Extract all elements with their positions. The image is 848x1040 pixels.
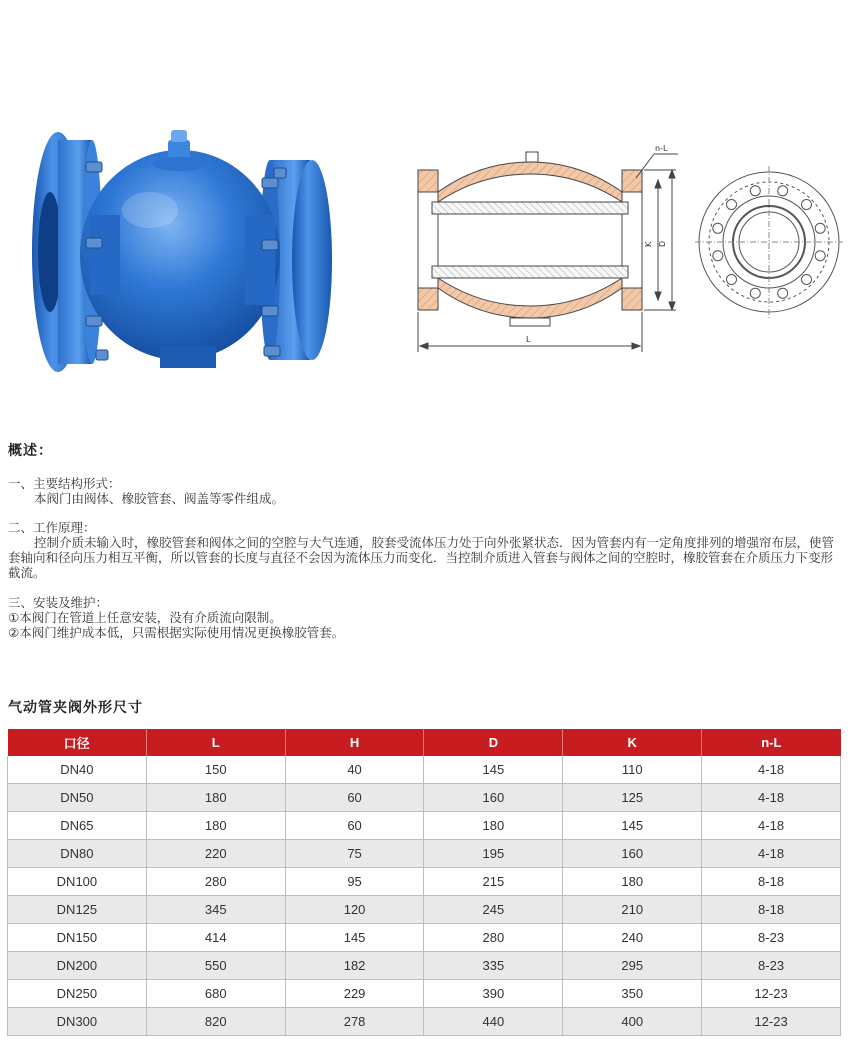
bolt-hole	[778, 288, 788, 298]
table-row	[8, 980, 841, 1008]
table-cell: 160	[424, 784, 563, 812]
install-item-2: ②本阀门维护成本低，只需根据实际使用情况更换橡胶管套。	[8, 625, 345, 640]
table-cell: 145	[285, 924, 424, 952]
table-row	[8, 868, 841, 896]
overview-title: 概述：	[8, 443, 53, 459]
table-cell: 350	[563, 980, 702, 1008]
bolt-hole	[713, 251, 723, 261]
table-cell: 414	[146, 924, 285, 952]
table-cell: 12-23	[702, 980, 841, 1008]
drawing-label-l: L	[526, 335, 531, 344]
table-cell: 215	[424, 868, 563, 896]
table-cell: DN50	[8, 784, 147, 812]
column-header: L	[146, 729, 285, 756]
table-cell: 229	[285, 980, 424, 1008]
table-cell: 550	[146, 952, 285, 980]
table-cell: DN40	[8, 756, 147, 784]
bolt-hole	[802, 200, 812, 210]
install-title: 三、安装及维护：	[8, 595, 109, 610]
table-cell: 145	[563, 812, 702, 840]
drawing-label-nl: n-L	[655, 144, 668, 153]
table-cell: 195	[424, 840, 563, 868]
bolt-hole	[750, 186, 760, 196]
table-cell: 110	[563, 756, 702, 784]
table-cell: 75	[285, 840, 424, 868]
drawing-label-k: K	[644, 241, 653, 247]
table-cell: 240	[563, 924, 702, 952]
table-cell: 4-18	[702, 840, 841, 868]
table-cell: DN150	[8, 924, 147, 952]
column-header: D	[424, 729, 563, 756]
principle-title: 二、工作原理：	[8, 520, 96, 535]
table-row	[8, 756, 841, 784]
table-cell: DN80	[8, 840, 147, 868]
column-header: n-L	[702, 729, 841, 756]
table-cell: 12-23	[702, 1008, 841, 1036]
table-cell: 120	[285, 896, 424, 924]
table-cell: DN125	[8, 896, 147, 924]
table-cell: 220	[146, 840, 285, 868]
bolt-hole	[815, 223, 825, 233]
table-cell: 4-18	[702, 756, 841, 784]
table-row	[8, 812, 841, 840]
bolt-hole	[750, 288, 760, 298]
table-cell: 180	[146, 784, 285, 812]
bolt-hole	[727, 200, 737, 210]
table-cell: DN250	[8, 980, 147, 1008]
table-cell: 180	[146, 812, 285, 840]
table-cell: 160	[563, 840, 702, 868]
table-cell: 390	[424, 980, 563, 1008]
table-title: 气动管夹阀外形尺寸	[8, 700, 143, 716]
bolt-hole	[778, 186, 788, 196]
table-cell: 345	[146, 896, 285, 924]
table-cell: 180	[424, 812, 563, 840]
table-cell: 245	[424, 896, 563, 924]
table-cell: 278	[285, 1008, 424, 1036]
column-header: K	[563, 729, 702, 756]
structure-title: 一、主要结构形式：	[8, 476, 121, 491]
bolt-hole	[815, 251, 825, 261]
table-row	[8, 952, 841, 980]
table-cell: 145	[424, 756, 563, 784]
table-cell: 180	[563, 868, 702, 896]
table-cell: DN65	[8, 812, 147, 840]
column-header: H	[285, 729, 424, 756]
table-cell: 680	[146, 980, 285, 1008]
table-header-row	[8, 729, 841, 756]
table-cell: 280	[146, 868, 285, 896]
table-cell: 210	[563, 896, 702, 924]
table-cell: 295	[563, 952, 702, 980]
table-cell: 125	[563, 784, 702, 812]
table-cell: DN200	[8, 952, 147, 980]
table-cell: DN100	[8, 868, 147, 896]
table-cell: DN300	[8, 1008, 147, 1036]
table-cell: 40	[285, 756, 424, 784]
table-cell: 400	[563, 1008, 702, 1036]
table-row	[8, 1008, 841, 1036]
column-header: 口径	[8, 729, 147, 756]
principle-text: 控制介质未输入时，橡胶管套和阀体之间的空腔与大气连通，胶套受流体压力处于向外张紧状态．因为管套内有一定角度排列的增强帘布层，使管套轴向和径向压力相互平衡，所以管套的长度与直径不会因为流体压力而变化．当控制介质进入管套与阀体之间的空腔时，橡胶管套在介质压力下变形截流。	[8, 535, 835, 580]
table-cell: 8-23	[702, 924, 841, 952]
table-cell: 820	[146, 1008, 285, 1036]
drawing-label-d: D	[658, 240, 667, 247]
table-cell: 150	[146, 756, 285, 784]
table-row	[8, 924, 841, 952]
table-cell: 4-18	[702, 812, 841, 840]
table-row	[8, 896, 841, 924]
bolt-hole	[727, 275, 737, 285]
structure-text: 本阀门由阀体、橡胶管套、阀盖等零件组成。	[34, 491, 285, 506]
table-body	[8, 756, 841, 1036]
table-cell: 95	[285, 868, 424, 896]
table-row	[8, 840, 841, 868]
table-cell: 60	[285, 784, 424, 812]
table-cell: 8-23	[702, 952, 841, 980]
dimension-table	[7, 729, 841, 1036]
table-cell: 4-18	[702, 784, 841, 812]
figure-area	[0, 100, 848, 390]
install-item-1: ①本阀门在管道上任意安装，没有介质流向限制。	[8, 610, 282, 625]
table-cell: 335	[424, 952, 563, 980]
table-cell: 280	[424, 924, 563, 952]
valve-photo	[30, 120, 350, 380]
flange-face-drawing	[694, 162, 844, 322]
bolt-hole	[802, 275, 812, 285]
table-cell: 60	[285, 812, 424, 840]
table-cell: 182	[285, 952, 424, 980]
valve-section-drawing	[410, 140, 680, 365]
table-cell: 8-18	[702, 896, 841, 924]
table-row	[8, 784, 841, 812]
bolt-hole	[713, 223, 723, 233]
table-cell: 8-18	[702, 868, 841, 896]
table-cell: 440	[424, 1008, 563, 1036]
